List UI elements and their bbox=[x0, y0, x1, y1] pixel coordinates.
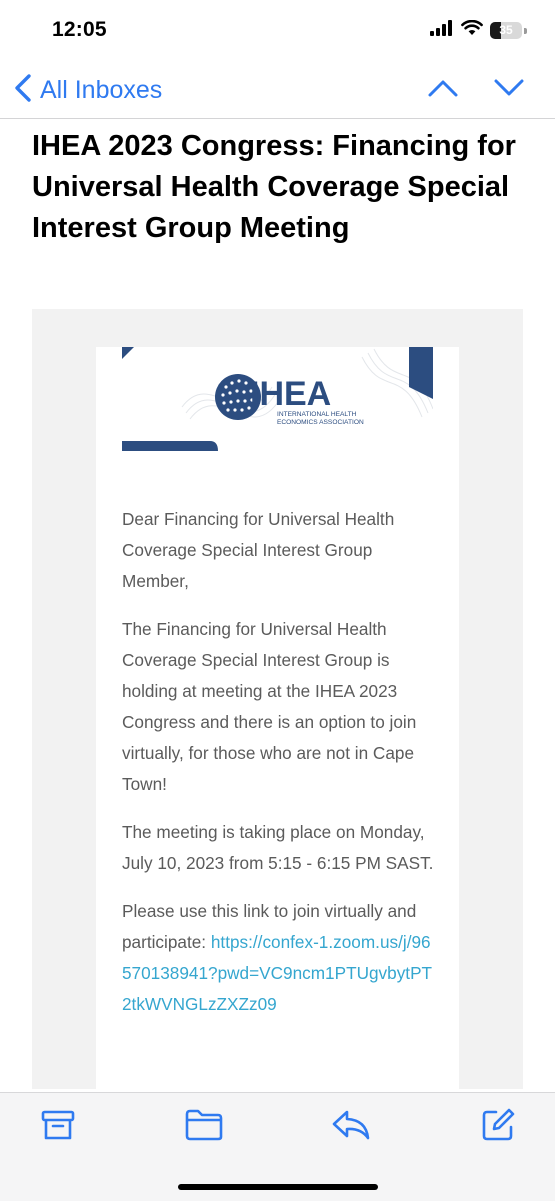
email-paragraph-3 bbox=[122, 896, 438, 1020]
wifi-icon bbox=[461, 20, 483, 41]
compose-button[interactable] bbox=[478, 1107, 518, 1147]
status-icons bbox=[430, 20, 527, 41]
back-button[interactable] bbox=[14, 70, 162, 110]
email-paragraph-1: The Financing for Universal Health Coverage Special Interest Group is holding at meeting at the IHEA 2023 Congress and there is an option to join virtually, for those who are not in Cape Town! bbox=[122, 619, 417, 794]
email-content-card bbox=[96, 347, 459, 1089]
archive-icon bbox=[40, 1107, 76, 1148]
cellular-signal-icon bbox=[430, 20, 454, 41]
email-message bbox=[122, 504, 438, 1037]
bottom-toolbar bbox=[0, 1092, 555, 1201]
email-body bbox=[32, 309, 523, 1089]
home-indicator bbox=[178, 1184, 378, 1190]
email-paragraph-3-prefix: Please use this link to join virtually and participate: bbox=[122, 901, 417, 952]
chevron-up-icon bbox=[427, 78, 459, 103]
battery-icon bbox=[490, 22, 522, 39]
reply-button[interactable] bbox=[331, 1107, 371, 1147]
email-paragraph-2: The meeting is taking place on Monday, July 10, 2023 from 5:15 - 6:15 PM SAST. bbox=[122, 822, 434, 873]
move-to-folder-button[interactable] bbox=[184, 1107, 224, 1147]
archive-button[interactable] bbox=[38, 1107, 78, 1147]
ihea-banner bbox=[122, 347, 433, 451]
ihea-tagline-line1: INTERNATIONAL HEALTH bbox=[277, 411, 357, 418]
previous-message-button[interactable] bbox=[425, 72, 461, 108]
battery-percent: 35 bbox=[499, 23, 513, 37]
status-bar bbox=[0, 0, 555, 62]
chevron-down-icon bbox=[493, 78, 525, 103]
battery-nub bbox=[524, 28, 527, 34]
email-greeting: Dear Financing for Universal Health Coverage Special Interest Group Member, bbox=[122, 509, 395, 591]
next-message-button[interactable] bbox=[491, 72, 527, 108]
status-time: 12:05 bbox=[52, 18, 107, 41]
ihea-tagline-line2: ECONOMICS ASSOCIATION bbox=[277, 419, 364, 426]
email-subject: IHEA 2023 Congress: Financing for Universal Health Coverage Special Interest Group Meeting bbox=[32, 130, 516, 244]
message-navigation bbox=[425, 72, 527, 108]
ihea-wordmark: IHEA bbox=[250, 375, 332, 413]
reply-icon bbox=[331, 1108, 371, 1147]
folder-icon bbox=[184, 1108, 224, 1147]
back-label: All Inboxes bbox=[40, 75, 163, 104]
navigation-bar bbox=[0, 62, 555, 119]
compose-icon bbox=[480, 1107, 516, 1148]
chevron-left-icon bbox=[14, 73, 32, 108]
zoom-join-link[interactable]: https://confex-1.zoom.us/j/96570138941?pwd=VC9ncm1PTUgvbytPT2tkWVNGLzZXZz09 bbox=[122, 932, 433, 1014]
